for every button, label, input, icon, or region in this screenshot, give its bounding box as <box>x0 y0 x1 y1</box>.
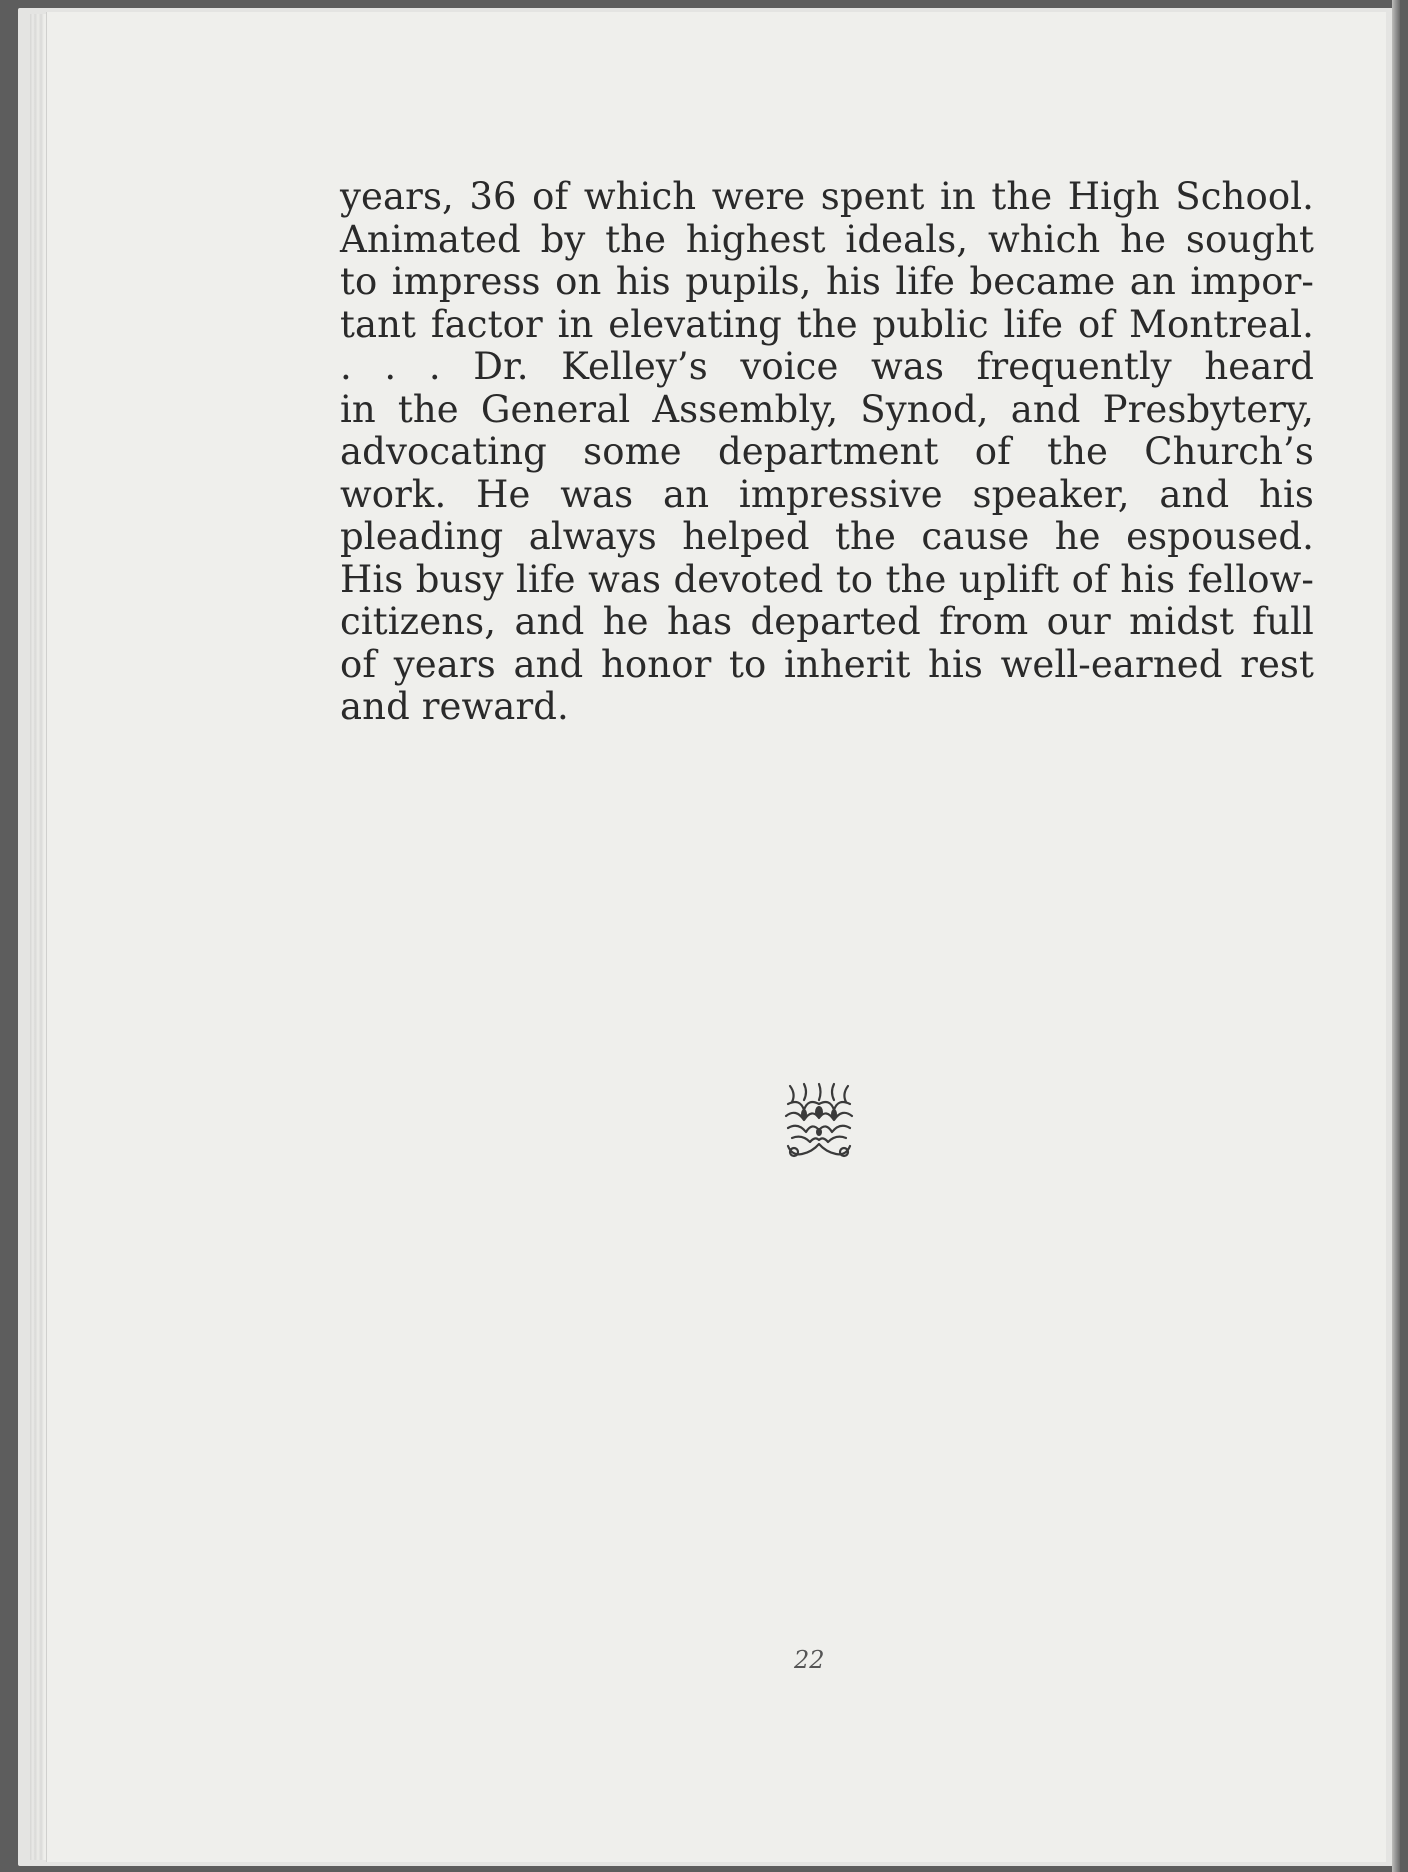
text-line: in the General Assembly, Synod, and Presbytery, <box>340 387 1314 431</box>
scan-shadow <box>1392 0 1400 1872</box>
text-line: to impress on his pupils, his life became an impor- <box>340 260 1314 303</box>
leaf-ornament-icon <box>782 1082 856 1162</box>
text-line: tant factor in elevating the public life of Montreal. <box>340 302 1314 346</box>
text-line: His busy life was devoted to the uplift of his fellow- <box>340 557 1314 601</box>
text-line: Animated by the highest ideals, which he sought <box>340 217 1314 261</box>
text-line: of years and honor to inherit his well-earned rest <box>340 642 1314 686</box>
text-line: advocating some department of the Church’s <box>340 430 1314 473</box>
body-paragraph <box>340 176 1314 729</box>
text-line: citizens, and he has departed from our midst full <box>340 600 1314 643</box>
text-line: work. He was an impressive speaker, and his <box>340 472 1314 516</box>
page-edges <box>30 14 46 1860</box>
text-line: . . . Dr. Kelley’s voice was frequently heard <box>340 345 1314 388</box>
text-line: years, 36 of which were spent in the High School. <box>340 175 1314 218</box>
text-line: pleading always helped the cause he espoused. <box>340 515 1314 558</box>
text-line: and reward. <box>340 685 569 728</box>
page-number: 22 <box>794 1646 825 1674</box>
